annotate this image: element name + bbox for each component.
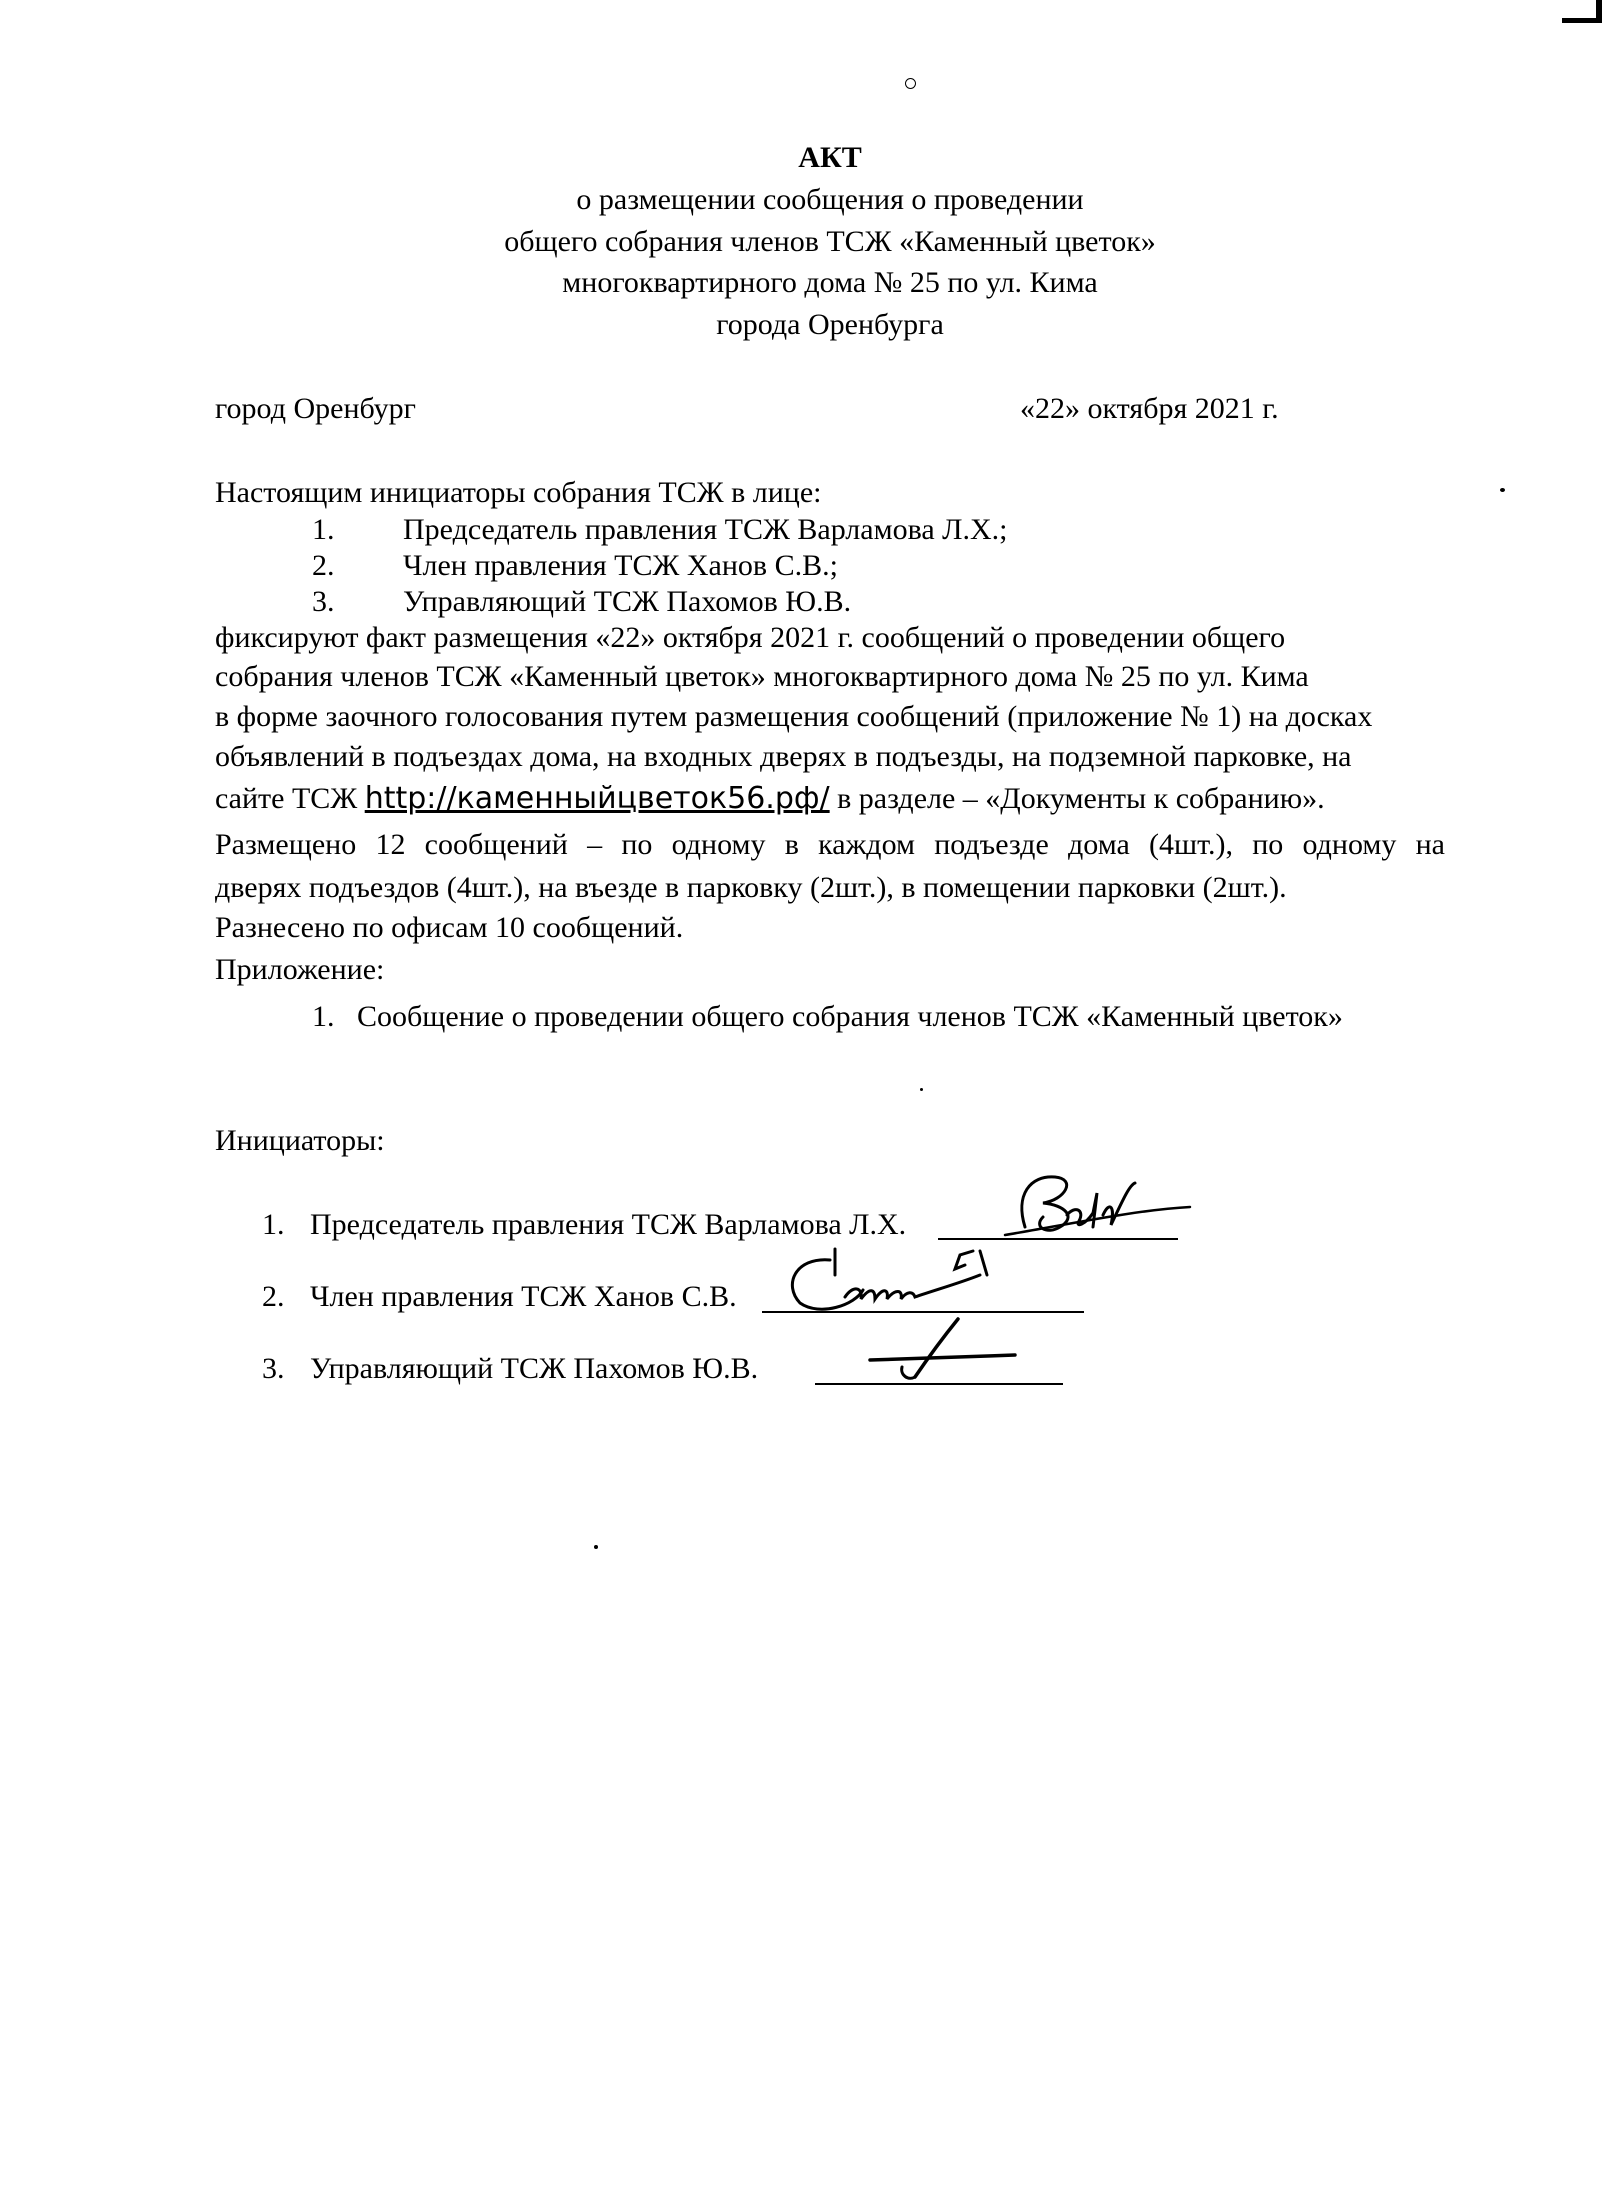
scan-speck [594,1545,598,1549]
scan-artifact [1562,18,1602,23]
body-line-2: собрания членов ТСЖ «Каменный цветок» многоквартирного дома № 25 по ул. Кима [215,660,1309,693]
signatory-3-number: 3. [262,1352,285,1385]
initiator-1-number: 1. [312,513,335,546]
signatory-3-text: Управляющий ТСЖ Пахомов Ю.В. [310,1352,759,1385]
body-line-5-prefix: сайте ТСЖ [215,782,365,815]
initiator-1-text: Председатель правления ТСЖ Варламова Л.Х.; [403,513,1008,546]
body-line-4: объявлений в подъездах дома, на входных дверях в подъезды, на подземной парковке, на [215,740,1352,773]
signature-pakhomov [860,1315,1040,1390]
initiator-3-number: 3. [312,585,335,618]
website-link[interactable]: http://каменныйцветок56.рф/ [364,781,830,816]
scan-speck [1500,488,1505,492]
act-title: АКТ [798,141,862,174]
act-subtitle-line-2: общего собрания членов ТСЖ «Каменный цветок» [504,225,1156,258]
document-place: город Оренбург [215,392,416,425]
body-line-3: в форме заочного голосования путем размещения сообщений (приложение № 1) на досках [215,700,1373,733]
body-line-6: Размещено 12 сообщений – по одному в каждом подъезде дома (4шт.), по одному на [215,828,1445,861]
act-subtitle-line-1: о размещении сообщения о проведении [576,183,1084,216]
body-line-1: фиксируют факт размещения «22» октября 2021 г. сообщений о проведении общего [215,621,1286,654]
scan-speck [920,1088,923,1091]
body-line-7: дверях подъездов (4шт.), на въезде в парковку (2шт.), в помещении парковки (2шт.). [215,871,1287,904]
scan-speck [905,78,916,89]
body-line-5-suffix: в разделе – «Документы к собранию». [829,782,1325,815]
signature-khanov [775,1245,1045,1320]
signature-varlamova [985,1165,1195,1245]
document-date: «22» октября 2021 г. [1020,392,1279,425]
act-subtitle-line-4: города Оренбурга [716,308,944,341]
signatory-2-number: 2. [262,1280,285,1313]
body-line-5 [215,779,1325,819]
signatory-1-number: 1. [262,1208,285,1241]
initiator-3-text: Управляющий ТСЖ Пахомов Ю.В. [403,585,852,618]
signatories-label: Инициаторы: [215,1124,385,1157]
appendix-label: Приложение: [215,953,385,986]
act-subtitle-line-3: многоквартирного дома № 25 по ул. Кима [562,266,1098,299]
initiator-2-number: 2. [312,549,335,582]
initiator-2-text: Член правления ТСЖ Ханов С.В.; [403,549,838,582]
signatory-2-text: Член правления ТСЖ Ханов С.В. [310,1280,737,1313]
signatory-1-text: Председатель правления ТСЖ Варламова Л.Х. [310,1208,907,1241]
body-line-8: Разнесено по офисам 10 сообщений. [215,911,684,944]
appendix-item-1-number: 1. [312,1000,335,1033]
appendix-item-1-text: Сообщение о проведении общего собрания членов ТСЖ «Каменный цветок» [357,1000,1343,1033]
intro-text: Настоящим инициаторы собрания ТСЖ в лице: [215,476,822,509]
